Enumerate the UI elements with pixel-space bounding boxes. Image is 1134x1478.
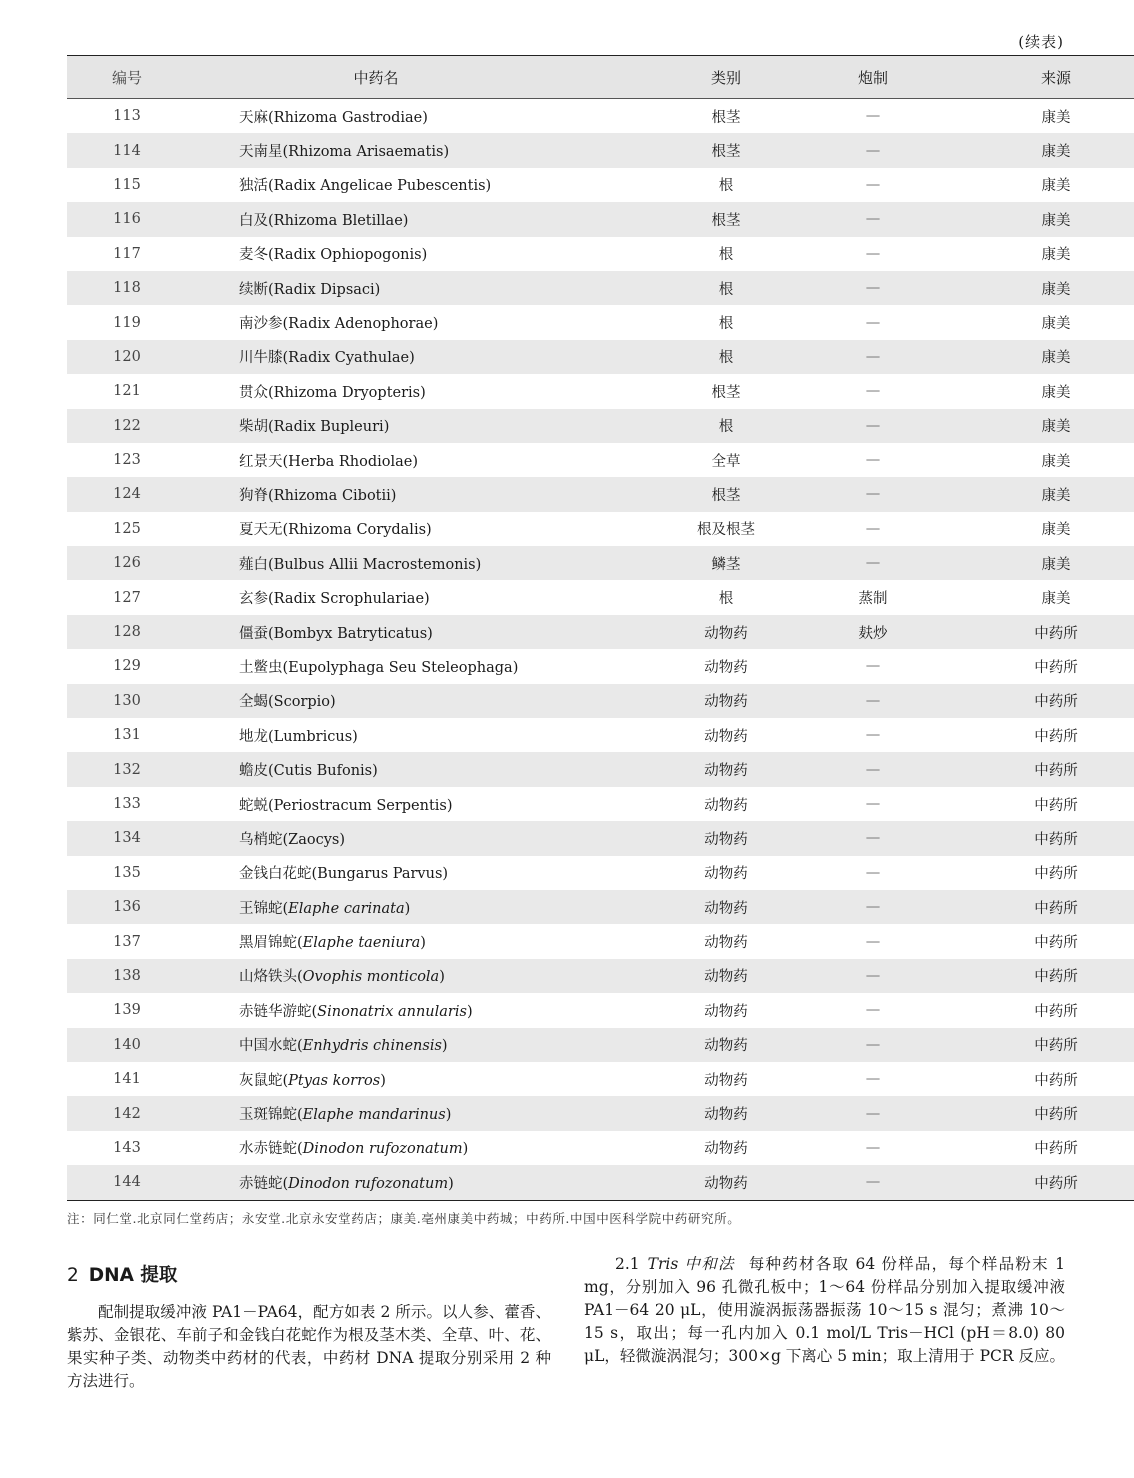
cell-name: 地龙(Lumbricus) — [239, 728, 358, 745]
cell-id: 139 — [113, 1002, 141, 1019]
cell-processing: — — [865, 108, 881, 125]
cell-processing: — — [865, 245, 881, 262]
cell-id: 123 — [113, 452, 141, 469]
cell-source: 康美 — [949, 546, 1134, 580]
cell-name: 赤链华游蛇(Sinonatrix annularis) — [239, 1003, 473, 1020]
herb-chinese-name: 赤链蛇 — [239, 1175, 283, 1192]
herb-latin-name: Herba Rhodiolae — [288, 453, 413, 470]
herb-latin-name: Rhizoma Arisaematis — [288, 144, 444, 161]
herb-latin-name: Sinonatrix annularis — [317, 1003, 467, 1020]
herb-latin-name: Dinodon rufozonatum — [302, 1141, 463, 1158]
table-row — [67, 168, 1134, 202]
cell-processing: — — [797, 1165, 949, 1200]
cell-name: 玉斑锦蛇(Elaphe mandarinus) — [187, 1096, 655, 1130]
cell-id: 129 — [113, 658, 141, 675]
subsection-number: 2.1 — [615, 1255, 640, 1273]
cell-type: 根 — [655, 271, 797, 305]
herb-chinese-name: 狗脊 — [239, 487, 268, 504]
cell-name: 狗脊(Rhizoma Cibotii) — [187, 477, 655, 511]
cell-type: 根 — [718, 247, 734, 264]
herb-latin-name: Elaphe mandarinus — [302, 1107, 446, 1124]
cell-name: 天南星(Rhizoma Arisaematis) — [187, 133, 655, 167]
cell-id: 137 — [113, 933, 141, 950]
section-title: DNA 提取 — [88, 1265, 178, 1286]
herb-latin-name: Radix Angelicae Pubescentis — [273, 178, 486, 195]
table-row — [67, 684, 1134, 718]
header-name: 中药名 — [187, 56, 655, 99]
herb-latin-name: Rhizoma Gastrodiae — [273, 109, 423, 126]
cell-id: 141 — [113, 1071, 141, 1088]
cell-id: 128 — [67, 615, 187, 649]
herb-latin-name: Lumbricus — [273, 728, 353, 745]
cell-source: 中药所 — [949, 890, 1134, 924]
herb-latin-name: Rhizoma Cibotii — [273, 487, 391, 504]
cell-name: 续断(Radix Dipsaci) — [187, 271, 655, 305]
herb-latin-name: Scorpio — [273, 694, 331, 711]
cell-source: 中药所 — [1034, 935, 1078, 952]
cell-id: 126 — [67, 546, 187, 580]
table-row — [67, 1028, 1134, 1062]
cell-type: 动物药 — [655, 684, 797, 718]
cell-name: 白及(Rhizoma Bletillae) — [187, 202, 655, 236]
cell-processing: — — [797, 752, 949, 786]
cell-processing: — — [865, 520, 881, 537]
cell-source: 中药所 — [1034, 659, 1078, 676]
right-column — [584, 1253, 1065, 1368]
cell-type: 根 — [718, 316, 734, 333]
cell-id: 114 — [67, 133, 187, 167]
cell-processing: — — [865, 658, 881, 675]
cell-source: 中药所 — [949, 1028, 1134, 1062]
cell-name: 红景天(Herba Rhodiolae) — [239, 453, 419, 470]
cell-source: 康美 — [1041, 109, 1071, 126]
cell-name: 玄参(Radix Scrophulariae) — [239, 591, 430, 608]
herb-latin-name: Periostracum Serpentis — [273, 797, 447, 814]
cell-id: 124 — [67, 477, 187, 511]
cell-name: 薤白(Bulbus Allii Macrostemonis) — [187, 546, 655, 580]
section-heading — [67, 1262, 551, 1290]
cell-name: 蟾皮(Cutis Bufonis) — [187, 752, 655, 786]
cell-source: 康美 — [949, 202, 1134, 236]
herb-chinese-name: 夏天无 — [239, 522, 283, 539]
cell-source: 中药所 — [1034, 797, 1078, 814]
cell-type: 动物药 — [655, 752, 797, 786]
table-row — [67, 856, 1134, 890]
cell-id: 142 — [67, 1096, 187, 1130]
table-row — [67, 924, 1134, 958]
herb-latin-name: Elaphe taeniura — [302, 935, 421, 952]
table-row — [67, 237, 1134, 271]
table-row — [67, 993, 1134, 1027]
cell-id: 135 — [113, 864, 141, 881]
table-body — [67, 99, 1134, 1201]
herb-latin-name: Radix Dipsaci — [273, 281, 375, 298]
herb-latin-name: Zaocys — [288, 831, 340, 848]
herb-chinese-name: 水赤链蛇 — [239, 1141, 297, 1158]
cell-source: 中药所 — [1034, 728, 1078, 745]
cell-id: 130 — [67, 684, 187, 718]
table-row — [67, 1096, 1134, 1130]
cell-name: 土鳖虫(Eupolyphaga Seu Steleophaga) — [239, 659, 519, 676]
cell-name: 夏天无(Rhizoma Corydalis) — [239, 522, 432, 539]
herb-latin-name: Bulbus Allii Macrostemonis — [273, 556, 476, 573]
continued-label: (续表) — [1018, 33, 1064, 51]
cell-processing: — — [797, 271, 949, 305]
herb-latin-name: Bombyx Batryticatus — [273, 625, 428, 642]
cell-id: 144 — [67, 1165, 187, 1200]
cell-source: 中药所 — [949, 1096, 1134, 1130]
table-row — [67, 512, 1134, 546]
subsection-paragraph — [584, 1253, 1065, 1368]
cell-id: 119 — [113, 314, 141, 331]
herb-chinese-name: 天麻 — [239, 109, 268, 126]
cell-processing: — — [865, 383, 881, 400]
herb-chinese-name: 独活 — [239, 178, 268, 195]
cell-id: 113 — [113, 108, 141, 125]
cell-type: 根 — [655, 340, 797, 374]
cell-id: 116 — [67, 202, 187, 236]
cell-name: 川牛膝(Radix Cyathulae) — [187, 340, 655, 374]
herb-chinese-name: 金钱白花蛇 — [239, 866, 312, 883]
cell-name: 贯众(Rhizoma Dryopteris) — [239, 384, 426, 401]
cell-type: 根茎 — [711, 109, 741, 126]
cell-source: 中药所 — [1034, 1141, 1078, 1158]
cell-type: 动物药 — [704, 1003, 748, 1020]
cell-type: 动物药 — [704, 728, 748, 745]
cell-type: 动物药 — [655, 821, 797, 855]
herb-chinese-name: 山烙铁头 — [239, 969, 297, 986]
cell-type: 鳞茎 — [655, 546, 797, 580]
herb-chinese-name: 南沙参 — [239, 316, 283, 333]
table-row — [67, 305, 1134, 339]
cell-type: 动物药 — [655, 1165, 797, 1200]
herb-chinese-name: 僵蚕 — [239, 625, 268, 642]
herb-latin-name: Radix Bupleuri — [273, 419, 384, 436]
cell-name: 蛇蜕(Periostracum Serpentis) — [239, 797, 453, 814]
section-number: 2 — [67, 1265, 79, 1286]
cell-source: 中药所 — [949, 752, 1134, 786]
cell-id: 125 — [113, 520, 141, 537]
cell-source: 康美 — [949, 477, 1134, 511]
table-row — [67, 1062, 1134, 1096]
cell-source: 康美 — [1041, 522, 1071, 539]
cell-processing: — — [797, 409, 949, 443]
cell-type: 根及根茎 — [697, 522, 755, 539]
herb-chinese-name: 全蝎 — [239, 694, 268, 711]
herb-chinese-name: 贯众 — [239, 384, 268, 401]
cell-type: 动物药 — [704, 1141, 748, 1158]
cell-processing: — — [865, 933, 881, 950]
herb-chinese-name: 白及 — [239, 212, 268, 229]
cell-name: 全蝎(Scorpio) — [187, 684, 655, 718]
cell-id: 134 — [67, 821, 187, 855]
table-row — [67, 752, 1134, 786]
table-row — [67, 890, 1134, 924]
cell-name: 麦冬(Radix Ophiopogonis) — [239, 247, 428, 264]
herb-chinese-name: 续断 — [239, 281, 268, 298]
cell-name: 水赤链蛇(Dinodon rufozonatum) — [239, 1141, 469, 1158]
cell-processing: 麸炒 — [797, 615, 949, 649]
left-column — [67, 1262, 551, 1393]
cell-source: 中药所 — [1034, 1003, 1078, 1020]
cell-processing: — — [865, 314, 881, 331]
cell-processing: — — [865, 452, 881, 469]
cell-type: 动物药 — [655, 959, 797, 993]
table-row — [67, 1131, 1134, 1165]
table-row — [67, 580, 1134, 614]
cell-name: 黑眉锦蛇(Elaphe taeniura) — [239, 935, 426, 952]
herb-table — [67, 55, 1134, 1201]
cell-source: 中药所 — [1034, 1072, 1078, 1089]
cell-name: 中国水蛇(Enhydris chinensis) — [187, 1028, 655, 1062]
cell-processing: — — [797, 340, 949, 374]
cell-source: 康美 — [949, 271, 1134, 305]
cell-source: 康美 — [1041, 591, 1071, 608]
table-row — [67, 409, 1134, 443]
cell-type: 根茎 — [655, 477, 797, 511]
cell-type: 根茎 — [711, 384, 741, 401]
herb-latin-name: Radix Ophiopogonis — [273, 247, 422, 264]
herb-chinese-name: 蛇蜕 — [239, 797, 268, 814]
cell-type: 动物药 — [704, 1072, 748, 1089]
cell-id: 120 — [67, 340, 187, 374]
cell-processing: — — [797, 959, 949, 993]
table-header-row — [67, 56, 1134, 99]
cell-id: 140 — [67, 1028, 187, 1062]
table-row — [67, 959, 1134, 993]
cell-processing: — — [865, 796, 881, 812]
cell-type: 动物药 — [655, 890, 797, 924]
cell-id: 127 — [113, 589, 141, 606]
cell-name: 乌梢蛇(Zaocys) — [187, 821, 655, 855]
cell-processing: — — [797, 202, 949, 236]
herb-chinese-name: 赤链华游蛇 — [239, 1003, 312, 1020]
cell-id: 118 — [67, 271, 187, 305]
table-row — [67, 1165, 1134, 1200]
cell-type: 根 — [655, 409, 797, 443]
cell-name: 独活(Radix Angelicae Pubescentis) — [239, 178, 492, 195]
cell-type: 动物药 — [655, 1028, 797, 1062]
cell-processing: — — [797, 1096, 949, 1130]
herb-latin-name: Enhydris chinensis — [302, 1038, 442, 1055]
cell-source: 康美 — [1041, 247, 1071, 264]
cell-type: 动物药 — [704, 797, 748, 814]
cell-type: 根茎 — [655, 202, 797, 236]
table-note: 注：同仁堂.北京同仁堂药店；永安堂.北京永安堂药店；康美.亳州康美中药城；中药所.中国中医科学院中药研究所。 — [67, 1211, 741, 1226]
cell-source: 中药所 — [1034, 866, 1078, 883]
cell-processing: — — [865, 1139, 881, 1156]
herb-chinese-name: 蟾皮 — [239, 763, 268, 780]
cell-type: 动物药 — [704, 935, 748, 952]
cell-processing: — — [865, 1002, 881, 1019]
cell-id: 132 — [67, 752, 187, 786]
herb-chinese-name: 红景天 — [239, 453, 283, 470]
cell-type: 根茎 — [655, 133, 797, 167]
herb-latin-name: Radix Adenophorae — [288, 316, 433, 333]
cell-processing: — — [797, 821, 949, 855]
table-row — [67, 99, 1134, 134]
herb-latin-name: Rhizoma Corydalis — [288, 522, 427, 539]
cell-processing: 蒸制 — [858, 591, 888, 608]
header-processing: 炮制 — [797, 56, 949, 99]
header-id: 编号 — [67, 56, 187, 99]
herb-latin-name: Rhizoma Dryopteris — [273, 384, 421, 401]
cell-id: 133 — [113, 796, 141, 812]
cell-type: 根 — [718, 178, 734, 195]
cell-name: 灰鼠蛇(Ptyas korros) — [239, 1072, 386, 1089]
cell-source: 中药所 — [949, 959, 1134, 993]
cell-processing: — — [797, 546, 949, 580]
table-row — [67, 202, 1134, 236]
subsection-text: 每种药材各取 64 份样品，每个样品粉末 1 mg，分别加入 96 孔微孔板中；1～64 份样品分别加入提取缓冲液 PA1－64 20 μL，使用漩涡振荡器振荡 10～15 s 混匀；煮沸 10～15 s，取出；每一孔内加入 0.1 mol/L Tris－HCl (pH＝8.0) 80 μL，轻微漩涡混匀；300×g 下离心 5 min；取上清用于 PCR 反应。 — [584, 1255, 1065, 1365]
header-source: 来源 — [949, 56, 1134, 99]
cell-processing: — — [797, 133, 949, 167]
herb-chinese-name: 麦冬 — [239, 247, 268, 264]
cell-id: 136 — [67, 890, 187, 924]
herb-chinese-name: 乌梢蛇 — [239, 831, 283, 848]
cell-name: 柴胡(Radix Bupleuri) — [187, 409, 655, 443]
herb-latin-name: Ptyas korros — [288, 1072, 381, 1089]
cell-processing: — — [865, 864, 881, 881]
cell-id: 117 — [113, 245, 141, 262]
herb-latin-name: Radix Scrophulariae — [273, 591, 425, 608]
cell-type: 动物药 — [655, 615, 797, 649]
header-type: 类别 — [655, 56, 797, 99]
cell-processing: — — [797, 1028, 949, 1062]
cell-id: 121 — [113, 383, 141, 400]
cell-type: 根 — [718, 591, 734, 608]
cell-name: 山烙铁头(Ovophis monticola) — [187, 959, 655, 993]
cell-source: 康美 — [949, 340, 1134, 374]
cell-id: 115 — [113, 176, 141, 193]
herb-chinese-name: 中国水蛇 — [239, 1038, 297, 1055]
cell-source: 康美 — [1041, 178, 1071, 195]
herb-latin-name: Ovophis monticola — [302, 969, 440, 986]
table-row — [67, 546, 1134, 580]
cell-source: 康美 — [1041, 384, 1071, 401]
herb-latin-name: Rhizoma Bletillae — [273, 212, 403, 229]
cell-type: 动物药 — [704, 866, 748, 883]
cell-source: 中药所 — [949, 615, 1134, 649]
cell-source: 中药所 — [949, 821, 1134, 855]
cell-processing: — — [797, 477, 949, 511]
herb-latin-name: Cutis Bufonis — [273, 763, 373, 780]
herb-latin-name: Dinodon rufozonatum — [288, 1175, 449, 1192]
cell-source: 中药所 — [949, 684, 1134, 718]
table-row — [67, 615, 1134, 649]
cell-name: 金钱白花蛇(Bungarus Parvus) — [239, 866, 449, 883]
table-row — [67, 133, 1134, 167]
herb-chinese-name: 薤白 — [239, 556, 268, 573]
cell-name: 赤链蛇(Dinodon rufozonatum) — [187, 1165, 655, 1200]
cell-name: 天麻(Rhizoma Gastrodiae) — [239, 109, 428, 126]
cell-type: 动物药 — [655, 1096, 797, 1130]
herb-chinese-name: 土鳖虫 — [239, 659, 283, 676]
cell-processing: — — [865, 176, 881, 193]
cell-id: 143 — [113, 1139, 141, 1156]
cell-source: 康美 — [1041, 453, 1071, 470]
herb-chinese-name: 玄参 — [239, 591, 268, 608]
herb-chinese-name: 地龙 — [239, 728, 268, 745]
table-row — [67, 718, 1134, 752]
cell-type: 动物药 — [704, 659, 748, 676]
herb-chinese-name: 柴胡 — [239, 419, 268, 436]
herb-latin-name: Radix Cyathulae — [288, 350, 410, 367]
cell-id: 122 — [67, 409, 187, 443]
table-row — [67, 271, 1134, 305]
cell-source: 康美 — [1041, 316, 1071, 333]
table-row — [67, 374, 1134, 408]
cell-source: 中药所 — [949, 1165, 1134, 1200]
cell-name: 南沙参(Radix Adenophorae) — [239, 316, 439, 333]
cell-type: 全草 — [711, 453, 741, 470]
cell-processing: — — [797, 890, 949, 924]
herb-chinese-name: 天南星 — [239, 144, 283, 161]
table-row — [67, 649, 1134, 683]
section-paragraph: 配制提取缓冲液 PA1－PA64，配方如表 2 所示。以人参、藿香、紫苏、金银花、车前子和金钱白花蛇作为根及茎木类、全草、叶、花、果实种子类、动物类中药材的代表，中药材 DNA 提取分别采用 2 种方法进行。 — [67, 1303, 551, 1390]
cell-processing: — — [865, 727, 881, 744]
table-row — [67, 821, 1134, 855]
cell-processing: — — [797, 684, 949, 718]
cell-name: 僵蚕(Bombyx Batryticatus) — [187, 615, 655, 649]
table-row — [67, 787, 1134, 821]
cell-id: 138 — [67, 959, 187, 993]
herb-chinese-name: 王锦蛇 — [239, 900, 283, 917]
cell-name: 王锦蛇(Elaphe carinata) — [187, 890, 655, 924]
herb-latin-name: Elaphe carinata — [288, 900, 405, 917]
table-row — [67, 443, 1134, 477]
cell-source: 康美 — [949, 409, 1134, 443]
subsection-title: Tris 中和法 — [647, 1255, 735, 1273]
herb-latin-name: Eupolyphaga Seu Steleophaga — [288, 659, 513, 676]
table-row — [67, 477, 1134, 511]
cell-processing: — — [865, 1071, 881, 1088]
cell-source: 康美 — [949, 133, 1134, 167]
herb-chinese-name: 川牛膝 — [239, 350, 283, 367]
herb-chinese-name: 玉斑锦蛇 — [239, 1107, 297, 1124]
cell-id: 131 — [113, 727, 141, 744]
herb-chinese-name: 黑眉锦蛇 — [239, 935, 297, 952]
herb-chinese-name: 灰鼠蛇 — [239, 1072, 283, 1089]
table-row — [67, 340, 1134, 374]
herb-latin-name: Bungarus Parvus — [317, 866, 443, 883]
